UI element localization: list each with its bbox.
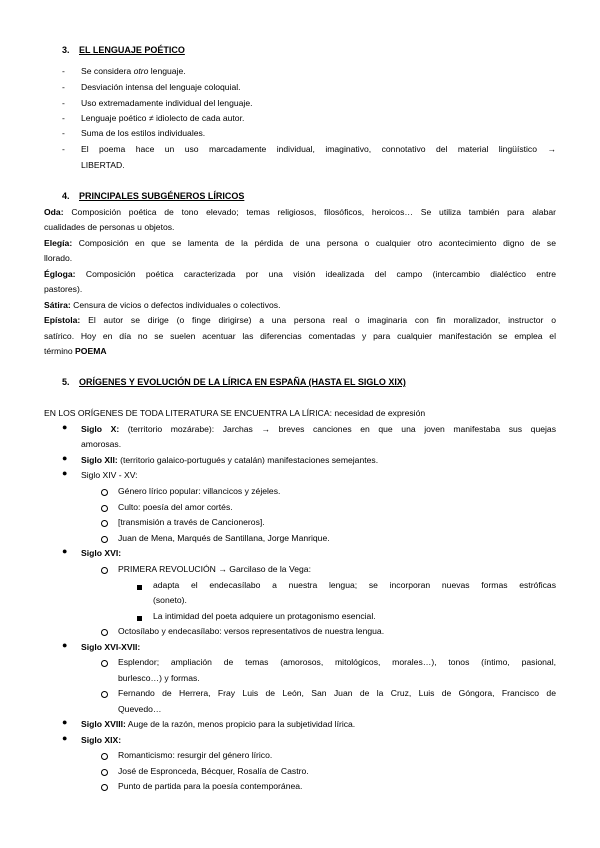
section-4-heading: 4. PRINCIPALES SUBGÉNEROS LÍRICOS [62,191,245,201]
bullet-circle [101,519,108,529]
bullet-circle [101,488,108,498]
epistola-definition-cont: satírico. Hoy en día no se suelen acentuar las diferencias comentadas y para cualquier manifestación se emplea el [44,331,556,341]
dash-bullet: - [62,66,65,76]
list-item: Punto de partida para la poesía contemporánea. [118,781,303,791]
siglo-x-item-cont: amorosas. [81,439,122,449]
list-item: Género lírico popular: villancicos y zéjeles. [118,486,281,496]
list-item: Suma de los estilos individuales. [81,128,206,138]
dash-bullet: - [62,144,65,154]
bullet-circle [101,783,108,793]
bullet-disc: ● [62,717,68,727]
siglo-xix-item: Siglo XIX: [81,735,122,745]
list-item-cont: burlesco…) y formas. [118,673,200,683]
list-item: El poema hace un uso marcadamente individual, imaginativo, connotativo del material lingüístico → [81,144,556,154]
bullet-disc: ● [62,733,68,743]
bullet-circle [101,768,108,778]
list-item: adapta el endecasílabo a nuestra lengua; se incorporan nuevas formas estróficas [153,580,556,590]
egloga-definition: Égloga: Composición poética caracterizada por una visión idealizada del campo (intercambio dialéctico entre [44,269,556,279]
list-item-continuation: LIBERTAD. [81,160,125,170]
bullet-circle [101,752,108,762]
bullet-circle [101,628,108,638]
list-item: Romanticismo: resurgir del género lírico. [118,750,273,760]
siglo-xvi-item: Siglo XVI: [81,548,122,558]
epistola-definition-end: término POEMA [44,346,107,356]
elegia-definition-cont: llorado. [44,253,73,263]
egloga-definition-cont: pastores). [44,284,83,294]
dash-bullet: - [62,128,65,138]
bullet-circle [101,504,108,514]
bullet-circle [101,535,108,545]
list-item: Uso extremadamente individual del lenguaje. [81,98,253,108]
list-item: Desviación intensa del lenguaje coloquial. [81,82,241,92]
satira-definition: Sátira: Censura de vicios o defectos individuales o colectivos. [44,300,281,310]
list-item: Fernando de Herrera, Fray Luis de León, San Juan de la Cruz, Luis de Góngora, Francisco de [118,688,556,698]
list-item-cont: (soneto). [153,595,187,605]
bullet-disc: ● [62,640,68,650]
dash-bullet: - [62,82,65,92]
oda-definition: Oda: Composición poética de tono elevado; temas religiosos, filosóficos, heroicos… Se utiliza también para alabar [44,207,556,217]
siglo-xiv-xv-item: Siglo XIV - XV: [81,470,138,480]
list-item: Lenguaje poético ≠ idiolecto de cada autor. [81,113,245,123]
bullet-circle [101,690,108,700]
bullet-disc: ● [62,422,68,432]
siglo-xvi-xvii-item: Siglo XVI-XVII: [81,642,141,652]
section-3-heading: 3. EL LENGUAJE POÉTICO [62,45,185,55]
bullet-circle [101,659,108,669]
bullet-disc: ● [62,546,68,556]
bullet-square [137,582,142,592]
section-5-intro: EN LOS ORÍGENES DE TODA LITERATURA SE ENCUENTRA LA LÍRICA: necesidad de expresión [44,408,426,418]
list-item: Se considera otro lenguaje. [81,66,186,76]
list-item: Juan de Mena, Marqués de Santillana, Jorge Manrique. [118,533,330,543]
bullet-disc: ● [62,453,68,463]
bullet-disc: ● [62,468,68,478]
oda-definition-cont: cualidades de personas u objetos. [44,222,175,232]
list-item: Esplendor; ampliación de temas (amorosos, mitológicos, morales…), tonos (íntimo, pasional, [118,657,556,667]
list-item: José de Espronceda, Bécquer, Rosalía de Castro. [118,766,309,776]
list-item: PRIMERA REVOLUCIÓN → Garcilaso de la Vega: [118,564,311,574]
list-item: Culto: poesía del amor cortés. [118,502,233,512]
bullet-square [137,613,142,623]
section-5-heading: 5. ORÍGENES Y EVOLUCIÓN DE LA LÍRICA EN ESPAÑA (HASTA EL SIGLO XIX) [62,377,406,387]
elegia-definition: Elegía: Composición en que se lamenta de la pérdida de una persona o cualquier otro acontecimiento digno de se [44,238,556,248]
list-item-cont: Quevedo… [118,704,162,714]
epistola-definition: Epístola: El autor se dirige (o finge dirigirse) a una persona real o imaginaria con fin moralizador, instructor o [44,315,556,325]
siglo-x-item: Siglo X: (territorio mozárabe): Jarchas → breves canciones en que una joven manifestaba sus quejas [81,424,556,434]
siglo-xii-item: Siglo XII: (territorio galaico-portugués y catalán) manifestaciones semejantes. [81,455,379,465]
list-item: La intimidad del poeta adquiere un protagonismo esencial. [153,611,376,621]
dash-bullet: - [62,113,65,123]
dash-bullet: - [62,98,65,108]
siglo-xviii-item: Siglo XVIII: Auge de la razón, menos propicio para la subjetividad lírica. [81,719,356,729]
list-item: [transmisión a través de Cancioneros]. [118,517,265,527]
bullet-circle [101,566,108,576]
list-item: Octosílabo y endecasílabo: versos representativos de nuestra lengua. [118,626,385,636]
